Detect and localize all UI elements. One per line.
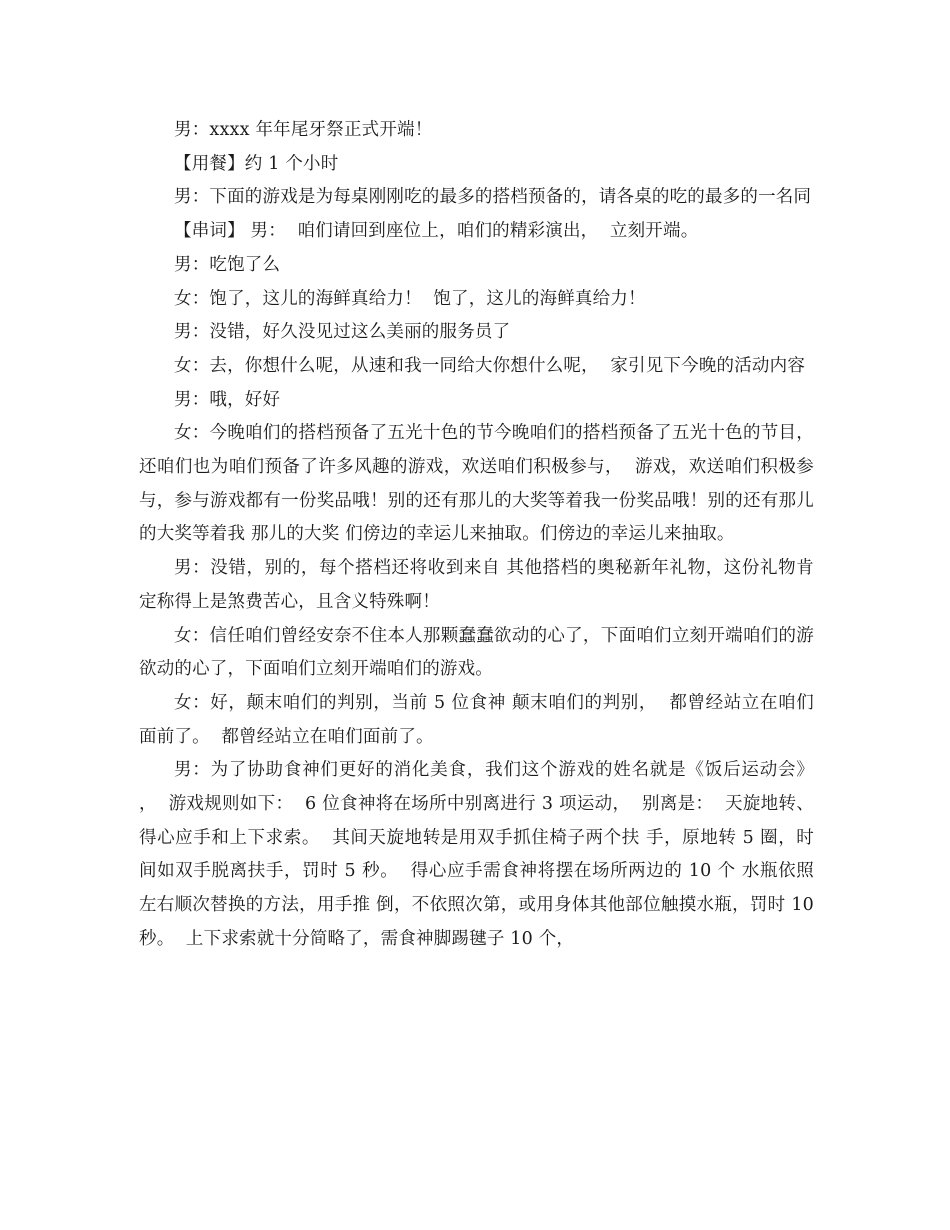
paragraph: 女：饱了，这儿的海鲜真给力！ 饱了，这儿的海鲜真给力！ — [174, 288, 646, 309]
paragraph: 女：去，你想什么呢，从速和我一同给大你想什么呢， 家引见下今晚的活动内容 — [174, 355, 806, 376]
document-body — [139, 114, 826, 957]
paragraph: 女：好，颠末咱们的判别，当前 5 位食神 颠末咱们的判别， 都曾经站立在咱们面前了。 都曾经站立在咱们面前了。 — [139, 692, 814, 747]
paragraph: 男：xxxx 年年尾牙祭正式开端！ — [174, 120, 433, 140]
paragraph: 【串词】 男： 咱们请回到座位上，咱们的精彩演出， 立刻开端。 — [174, 221, 699, 242]
paragraph: 女：信任咱们曾经安奈不住本人那颗蠢蠢欲动的心了，下面咱们立刻开端咱们的游 欲动的心了，下面咱们立刻开端咱们的游戏。 — [139, 625, 820, 680]
paragraph: 【用餐】约 1 个小时 — [174, 153, 339, 174]
paragraph: 男：哦，好好 — [174, 389, 281, 410]
paragraph: 女：今晚咱们的搭档预备了五光十色的节今晚咱们的搭档预备了五光十色的节目，还咱们也为咱们预备了许多风趣的游戏，欢送咱们积极参与， 游戏，欢送咱们积极参与，参与游戏都有一份奖品哦！别的还有那儿的大奖等着我一份奖品哦！别的还有那儿的大奖等着我 那儿的大奖 们傍边的幸运儿来抽取。们傍边的幸运儿来抽取。 — [139, 423, 814, 545]
paragraph: 男：为了协助食神们更好的消化美食，我们这个游戏的姓名就是《饭后运动会》 ， 游戏规则如下： 6 位食神将在场所中别离进行 3 项运动， 别离是： 天旋地转、 得心应手和上下求索。 其间天旋地转是用双手抓住椅子两个扶 手，原地转 5 圈，时间如双手脱离扶手，罚时 5 秒。 得心应手需食神将摆在场所两边的 10 个 水瓶依照左右顺次替换的方法，用手推 倒，不依照次第，或用身体其他部位触摸水瓶，罚时 10 秒。 上下求索就十分简略了，需食神脚踢毽子 10 个， — [139, 760, 826, 949]
paragraph: 男：没错，别的，每个搭档还将收到来自 其他搭档的奥秘新年礼物，这份礼物肯定称得上是煞费苦心，且含义特殊啊！ — [139, 558, 814, 612]
paragraph: 男：下面的游戏是为每桌刚刚吃的最多的搭档预备的，请各桌的吃的最多的一名同 — [174, 187, 812, 208]
paragraph: 男：没错，好久没见过这么美丽的服务员了 — [174, 322, 511, 343]
paragraph: 男：吃饱了么 — [174, 254, 281, 275]
